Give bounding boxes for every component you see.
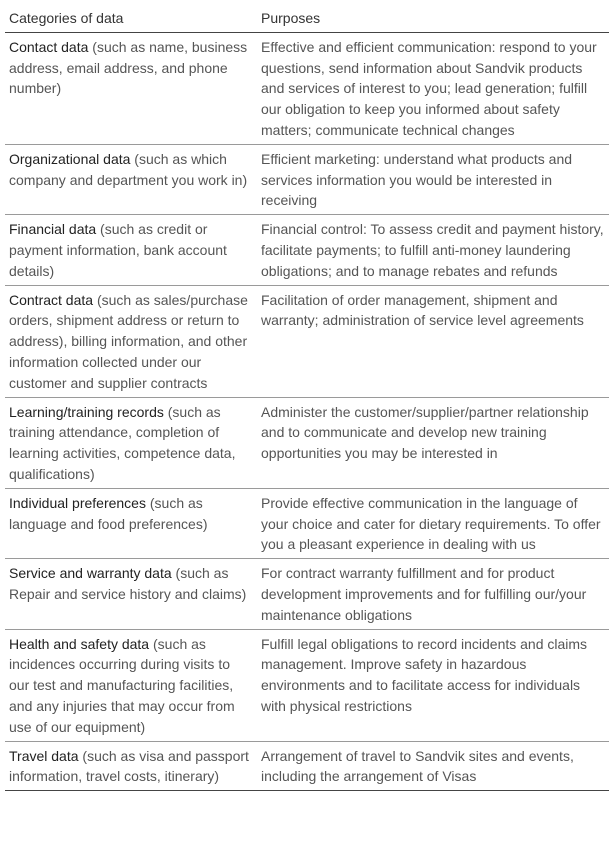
table-row <box>5 285 609 397</box>
table-header <box>5 4 609 32</box>
category-cell <box>5 215 257 285</box>
category-detail: (such as visa and passport information, travel costs, itinerary) <box>9 747 249 785</box>
category-cell <box>5 488 257 558</box>
header-categories: Categories of data <box>5 4 257 32</box>
category-name: Contact data <box>9 38 89 55</box>
category-name: Travel data <box>9 747 79 764</box>
purpose-cell: Administer the customer/supplier/partner relationship and to communicate and develop new training opportunities you may be interested in <box>257 397 609 488</box>
category-cell <box>5 32 257 144</box>
category-cell <box>5 629 257 741</box>
table-body <box>5 32 609 790</box>
purpose-cell: Efficient marketing: understand what products and services information you would be interested in receiving <box>257 144 609 214</box>
category-name: Individual preferences <box>9 494 146 511</box>
category-detail: (such as training attendance, completion of learning activities, competence data, qualifications) <box>9 403 236 482</box>
table-row <box>5 488 609 558</box>
table-row <box>5 397 609 488</box>
category-detail: (such as Repair and service history and claims) <box>9 565 247 602</box>
category-name: Financial data <box>9 221 97 238</box>
category-name: Organizational data <box>9 150 131 167</box>
purpose-cell: Facilitation of order management, shipment and warranty; administration of service level agreements <box>257 285 609 397</box>
table-row <box>5 32 609 144</box>
category-cell <box>5 397 257 488</box>
purpose-cell: Financial control: To assess credit and payment history, facilitate payments; to fulfill anti-money laundering obligations; and to manage rebates and refunds <box>257 215 609 285</box>
category-detail: (such as incidences occurring during visits to our test and manufacturing facilities, and any injuries that may occur from use of our equipment) <box>9 635 235 735</box>
header-purposes: Purposes <box>257 4 609 32</box>
data-categories-table <box>5 4 609 791</box>
table-row <box>5 559 609 629</box>
purpose-cell: Effective and efficient communication: respond to your questions, send information about Sandvik products and services of interest to you; lead generation; fulfill our obligation to keep you informed about safety matters; communicate technical changes <box>257 32 609 144</box>
category-detail: (such as credit or payment information, bank account details) <box>9 221 227 279</box>
category-name: Service and warranty data <box>9 565 172 582</box>
purpose-cell: Provide effective communication in the language of your choice and cater for dietary requirements. To offer you a pleasant experience in dealing with us <box>257 488 609 558</box>
table-row <box>5 741 609 791</box>
purpose-cell: Arrangement of travel to Sandvik sites and events, including the arrangement of Visas <box>257 741 609 791</box>
category-cell <box>5 559 257 629</box>
category-detail: (such as language and food preferences) <box>9 494 208 532</box>
table-row <box>5 144 609 214</box>
category-detail: (such as sales/purchase orders, shipment address or return to address), billing information, and other information collected under our customer and supplier contracts <box>9 291 248 391</box>
header-row <box>5 4 609 32</box>
category-detail: (such as which company and department you work in) <box>9 150 248 188</box>
category-detail: (such as name, business address, email address, and phone number) <box>9 38 248 97</box>
table-row <box>5 629 609 741</box>
category-cell <box>5 144 257 214</box>
category-name: Learning/training records <box>9 403 164 420</box>
category-cell <box>5 285 257 397</box>
category-name: Health and safety data <box>9 635 150 652</box>
purpose-cell: Fulfill legal obligations to record incidents and claims management. Improve safety in hazardous environments and to facilitate access for individuals with physical restrictions <box>257 629 609 741</box>
category-name: Contract data <box>9 291 94 308</box>
purpose-cell: For contract warranty fulfillment and for product development improvements and for fulfilling our/your maintenance obligations <box>257 559 609 629</box>
table-row <box>5 215 609 285</box>
category-cell <box>5 741 257 791</box>
